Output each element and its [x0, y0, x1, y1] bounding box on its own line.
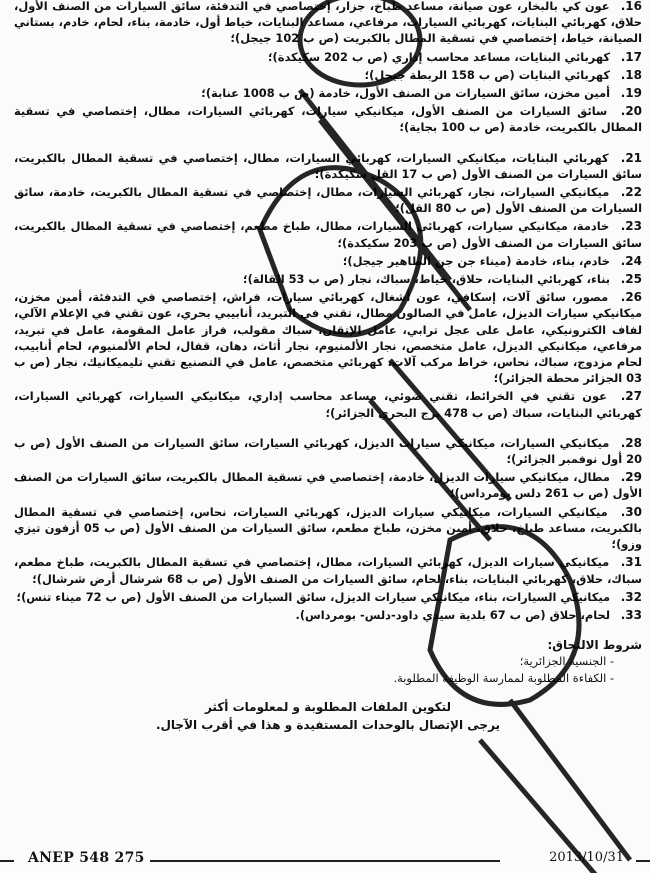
footer-rule [150, 860, 500, 862]
item-text: مطال، ميكانيكي سيارات الديزل، خادمة، إختصاصي في تسقية المطال بالكبريت، سائق السيارات من الصنف الأول (ص ب 261 دلس بومرداس)؛ [14, 470, 642, 501]
job-item [14, 67, 642, 83]
job-item [14, 388, 642, 420]
item-text: ميكانيكي السيارات، ميكانيكي سيارات الديزل، كهربائي السيارات، سائق السيارات من الصنف الأول (ص ب 20 أول نوفمبر الجزائر)؛ [14, 435, 642, 467]
job-item [14, 289, 642, 386]
job-item [14, 607, 642, 623]
footer-rule-right [636, 860, 650, 862]
item-number: 23. [620, 219, 642, 234]
item-text: بناء، كهربائي البنايات، حلاق، خياط، سباك، نجار (ص ب 53 القالة)؛ [243, 272, 611, 287]
job-item [14, 504, 642, 553]
item-number: 33. [620, 607, 642, 622]
item-text: كهربائي البنايات، ميكانيكي السيارات، كهربائي السيارات، مطال، إختصاصي في تسقية المطال بالكبريت، سائق السيارات من الصنف الأول (ص ب 17 القل سكيكدة)؛ [14, 150, 642, 181]
item-number: 27. [620, 389, 642, 404]
item-text: أمين مخزن، سائق السيارات من الصنف الأول، خادمة (ص ب 1008 عنابة)؛ [201, 86, 611, 101]
item-text: كهربائي البنايات، مساعد محاسب إداري (ص ب 202 سكيكدة)؛ [267, 49, 611, 64]
job-item [14, 589, 642, 605]
item-number: 16. [620, 0, 642, 13]
job-item [14, 469, 642, 501]
item-number: 32. [620, 589, 642, 604]
job-item [14, 85, 642, 101]
item-text: كهربائي البنايات (ص ب 158 الربطة جيجل)؛ [364, 67, 611, 82]
item-text: ميكانيكي السيارات، ميكانيكي سيارات الديزل، كهربائي السيارات، نحاس، إختصاصي في تسقية المطال بالكبريت، مساعد طباخ، حلاق، أمين مخزن، طباخ مطعم، سائق السيارات من الصنف الأول (ص ب 05 أزفون تيزي وزو)؛ [14, 504, 642, 552]
job-item [14, 554, 642, 586]
contact-line-2: يرجى الإتصال بالوحدات المستفيدة و هذا في أقرب الآجال. [155, 717, 501, 732]
item-text: لحام، حلاق (ص ب 67 بلدية سيدي داود-دلس- بومرداس). [295, 607, 611, 622]
job-item [14, 271, 642, 287]
conditions-title: شروط الالتحاق: [547, 638, 642, 653]
job-item [14, 49, 642, 65]
condition-line: - الجنسية الجزائرية؛ [519, 654, 614, 669]
condition-line: - الكفاءة المطلوبة لممارسة الوظيفة المطلوبة. [393, 670, 614, 685]
job-list [14, 0, 642, 734]
item-number: 30. [620, 504, 642, 519]
item-number: 22. [620, 185, 642, 200]
item-text: ميكانيكي السيارات، بناء، ميكانيكي سيارات الديزل، سائق السيارات من الصنف الأول (ص ب 72 ميناء تنس)؛ [16, 589, 611, 604]
item-text: عون تقني في الخرائط، تقني ضوئي، مساعد محاسب إداري، ميكانيكي السيارات، كهربائي السيارات، كهربائي البنايات، سباك (ص ب 478 برج البحري الجزائر)؛ [14, 389, 642, 420]
item-text: مصور، سائق آلات، إسكافي، عون أشغال، كهربائي سيارات، فراش، إختصاصي في التدفئة، أمين مخزن، ميكانيكي سيارات الديزل، عامل في الصالون مطال، تقني في التبريد، أنابيبي بحري، عون تقني في الإعلام الآلي، لفاف الكترونيكي، عامل على عجل ترابي، عامل الإتقان، سباك مقولب، فراز عامل المقومة، عامل في تبريد، مرفاعي، ميكانيكي الديزل، عامل متخصص، نجار الألمنيوم، نجار أثاث، دهان، قفال، لحام الألمنيوم، لحام أنابيب، لحام مزدوج، سباك، نحاس، خراط مركب آلات، كهربائي متخصص، عامل في التصنيع تقني تليميكانيك، نجار (ص ب 03 الجزائر محطة الجزائر)؛ [14, 290, 642, 386]
job-item [14, 150, 642, 182]
item-text: خادمة، ميكانيكي سيارات، كهربائي السيارات، مطال، طباخ مطعم، إختصاصي في تسقية المطال بالكبريت، سائق السيارات من الصنف الأول (ص ب 203 سكيكدة)؛ [14, 219, 642, 250]
item-text: ميكانيكي سيارات الديزل، كهربائي السيارات، مطال، إختصاصي في تسقية المطال بالكبريت، طباخ مطعم، سباك، حلاق، كهربائي البنايات، بناء، لحام، سائق السيارات من الصنف الأول (ص ب 68 شرشال أرض شرشال)؛ [14, 555, 642, 586]
job-item [14, 0, 642, 47]
item-number: 18. [620, 67, 642, 82]
item-text: ميكانيكي السيارات، نجار، كهربائي السيارات، مطال، إختصاصي في تسقية المطال بالكبريت، خادمة، سائق السيارات من الصنف الأول (ص ب 80 القل)؛ [14, 185, 642, 216]
item-number: 31. [620, 555, 642, 570]
item-number: 20. [620, 104, 643, 119]
item-text: عون كي بالبخار، عون صيانة، مساعد طباخ، جزار، إختصاصي في التدفئة، سائق السيارات من الصنف الأول، حلاق، كهربائي البنايات، كهربائي السيارات، مرفاعي، مساعد البنايات، خياط أول، خادمة، بناء، لحام، خادم، بستاني الصيانة، خياط، إختصاصي في تسقية المطال بالكبريت (ص ب 102 جيجل)؛ [14, 0, 642, 46]
job-item [14, 253, 642, 269]
item-number: 19. [620, 86, 642, 101]
item-number: 21. [620, 150, 643, 165]
item-number: 26. [620, 290, 643, 305]
job-item [14, 435, 642, 467]
item-number: 29. [620, 470, 642, 485]
job-item [14, 218, 642, 250]
item-number: 25. [620, 272, 642, 287]
item-number: 28. [620, 435, 642, 450]
item-text: سائق السيارات من الصنف الأول، ميكانيكي سيارات، كهربائي السيارات، مطال، إختصاصي في تسقية المطال بالكبريت، خادمة (ص ب 100 بجاية)؛ [14, 104, 642, 135]
footer-bar [0, 848, 650, 872]
contact-note [14, 698, 642, 734]
job-item [14, 103, 642, 135]
job-item [14, 184, 642, 216]
contact-line-1: لتكوين الملفات المطلوبة و لمعلومات أكثر [204, 699, 452, 714]
footer-rule-left [0, 860, 14, 862]
publication-date: 2013/10/31 [549, 850, 624, 865]
item-number: 24. [620, 253, 642, 268]
item-number: 17. [620, 49, 642, 64]
anep-reference: ANEP 548 275 [28, 850, 145, 866]
item-text: خادم، بناء، خادمة (ميناء جن جن الطاهير جيجل)؛ [342, 253, 611, 268]
